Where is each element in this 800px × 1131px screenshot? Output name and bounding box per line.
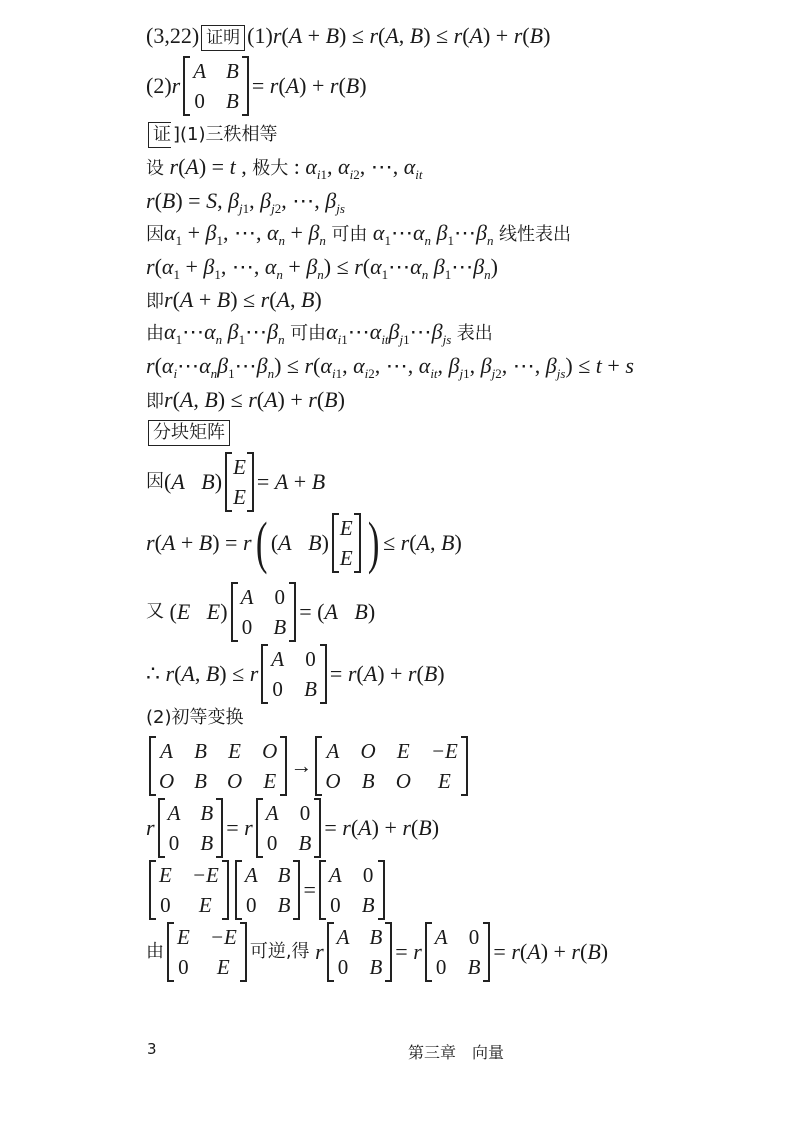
block-method-label: 分块矩阵 (148, 420, 230, 446)
proof-label: 证明 (201, 25, 245, 51)
proof-line-rb: r(B) = S, $\beta_{j1}$, $\beta_{j2}$, ⋯, $\beta_{js}$ (146, 188, 345, 216)
proof-heading: 证 ](1)三秩相等 (146, 121, 278, 149)
proof-line-matrix-product: E −E 0 E A B 0 B = A 0 0 B (146, 860, 388, 920)
proof-label-short: 证 (148, 122, 171, 148)
elementary-label: (2)初等变换 (146, 707, 244, 728)
statement-line-2: (2)r A B 0 B = r(A) + r(B) (146, 56, 367, 116)
proof-line-also: 又 (E E) A 0 0 B = (A B) (146, 582, 375, 642)
proof-line-conclusion: 由 E −E 0 E 可逆,得 r A B 0 B = r A 0 0 B = r(A) + r(B) (146, 922, 608, 982)
proof-line-transform: A B E O O B O E → A O E −E O B O E (146, 736, 471, 796)
statement-line-1: (3,22) 证明 (1)r(A + B) ≤ r(A, B) ≤ r(A) + r(B) (146, 22, 550, 51)
page-number: 3 (147, 1040, 157, 1058)
method-title: 三秩相等 (205, 124, 278, 145)
part-2-label: (2) (146, 73, 172, 98)
proof-line-rank-ineq-2: $r(\alpha_i\cdots\alpha_n\beta_1\cdots\beta_n) \le r(\alpha_{i1}$, $\alpha_{i2}$, ⋯, $\alpha_{it}$, $\beta_{j1}$, $\beta_{j2}$, ⋯, $\beta_{js}) \le t + s$ (146, 353, 634, 381)
block-method-heading (146, 419, 232, 447)
proof-line-rank-eq: r A B 0 B = r A 0 0 B = r(A) + r(B) (146, 798, 439, 858)
proof-line-rank-ineq-1: $r(\alpha_1 + \beta_1$, ⋯, $\alpha_n + \beta_n$) ≤ $r(\alpha_1\cdots\alpha_n$ $\beta_1\cdots\beta_n$) (146, 254, 498, 282)
proof-line-ji-1: 即r(A + B) ≤ r(A, B) (146, 287, 322, 312)
problem-number: (3,22) (146, 23, 200, 48)
proof-line-rank-product: r(A + B) = r( (A B) E E ) ≤ r(A, B) (146, 510, 462, 575)
chapter-title: 第三章 向量 (408, 1043, 505, 1062)
elementary-heading (146, 703, 244, 732)
proof-line-you: 由$\alpha_1\cdots\alpha_n$ $\beta_1\cdots\beta_n$ 可由$\alpha_{i1}\cdots\alpha_{it}\beta_{j1}\cdots\beta_{js}$ 表出 (146, 319, 493, 347)
block-matrix: A B 0 B (183, 56, 249, 116)
proof-line-ji-2: 即r(A, B) ≤ r(A) + r(B) (146, 387, 345, 412)
proof-line-because: 因$\alpha_1 + \beta_1$, ⋯, $\alpha_n + \beta_n$ 可由 $\alpha_1\cdots\alpha_n$ $\beta_1\cdots\beta_n$ 线性表出 (146, 220, 571, 248)
proof-line-therefore: ∴ r(A, B) ≤ r A 0 0 B = r(A) + r(B) (146, 644, 445, 704)
proof-line-block-product: 因(A B) E E = A + B (146, 452, 325, 512)
proof-line-set: 设 r(A) = t , 极大 : $\alpha_{i1}$, $\alpha_{i2}$, ⋯, $\alpha_{it}$ (146, 154, 423, 182)
part-1-label: (1) (247, 23, 273, 48)
